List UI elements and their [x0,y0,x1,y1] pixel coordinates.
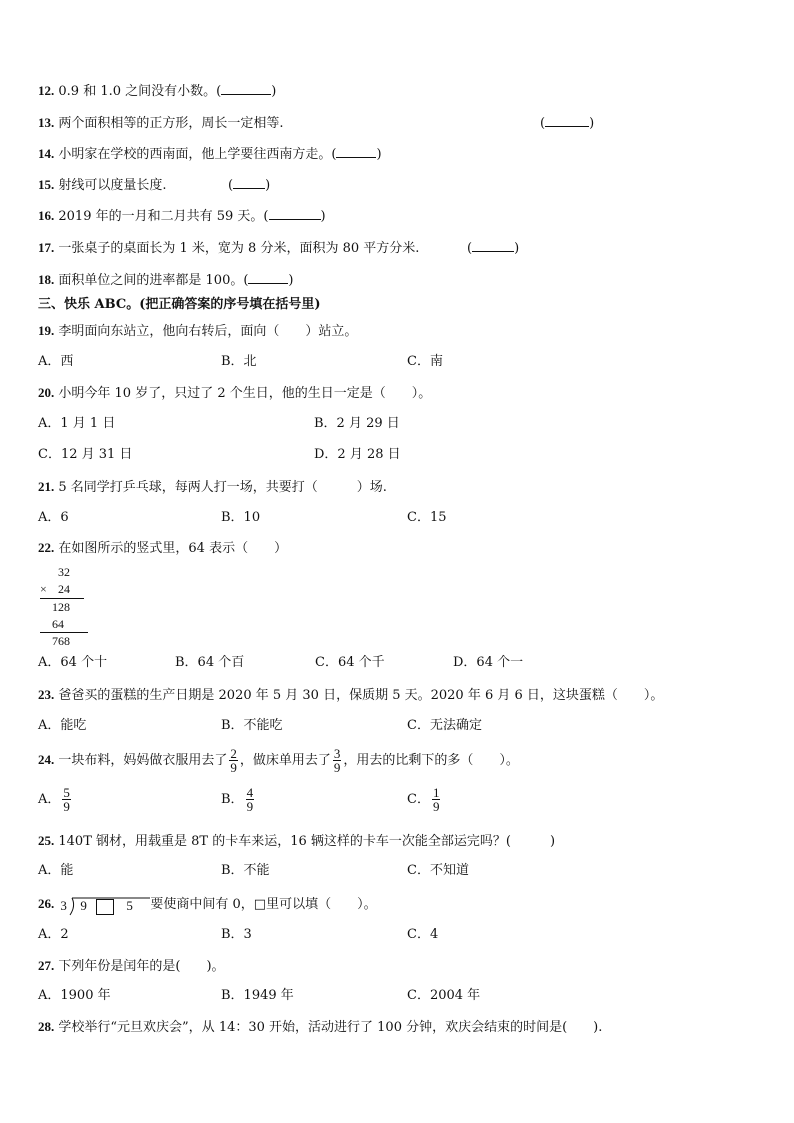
option-label: B． [221,792,244,807]
answer-blank[interactable] [233,177,265,189]
question-number: 15. [38,177,55,192]
question-26 [38,893,377,916]
question-23 [38,687,663,704]
question-12 [38,83,276,100]
question-24 [38,745,519,776]
times-sign: × [40,582,47,596]
denominator: 9 [246,799,254,814]
option-b[interactable]: B．不能 [221,863,270,878]
question-17 [38,240,419,257]
option-c[interactable]: C．12 月 31 日 [38,447,133,462]
option-a[interactable]: A．64 个十 [38,655,108,670]
close-paren: ) [288,273,294,288]
fraction [229,747,238,774]
fraction [432,786,441,813]
numerator: 4 [246,785,254,800]
divisor: 3 [60,897,67,913]
option-b[interactable]: B．1949 年 [221,988,294,1003]
blank-box[interactable] [96,899,114,915]
option-b[interactable]: B．64 个百 [175,655,245,670]
partial-product-2: 64 [52,617,64,631]
option-c[interactable]: C．2004 年 [407,988,481,1003]
question-15-answer [228,177,270,194]
question-text: 两个面积相等的正方形，周长一定相等. [58,116,284,131]
answer-blank[interactable] [336,146,376,158]
multiplicand: 32 [58,565,70,579]
question-number: 28. [38,1019,55,1034]
divider-line [40,632,88,633]
question-number: 17. [38,240,55,255]
option-d[interactable]: D．2 月 28 日 [314,447,401,462]
question-text: 0.9 和 1.0 之间没有小数。( [58,84,222,99]
option-d[interactable]: D．64 个一 [453,655,524,670]
option-c[interactable]: C．南 [407,354,443,369]
question-number: 13. [38,115,55,130]
close-paren: ) [271,84,277,99]
question-text: 140T 钢材，用载重是 8T 的卡车来运，16 辆这样的卡车一次能全部运完吗？( ) [58,834,556,849]
option-c[interactable]: C．4 [407,927,439,942]
close-paren: ) [265,178,271,193]
question-21 [38,479,387,496]
question-number: 19. [38,323,55,338]
option-a[interactable]: A．能吃 [38,718,87,733]
option-c[interactable]: C．无法确定 [407,718,482,733]
close-paren: ) [376,147,382,162]
question-number: 27. [38,958,55,973]
denominator: 9 [63,799,70,814]
option-b[interactable]: B．北 [221,354,257,369]
question-text: 小明家在学校的西南面，他上学要往西南方走。( [58,147,337,162]
question-number: 18. [38,272,55,287]
fraction [246,786,255,813]
close-paren: ) [514,241,520,256]
question-text: ，做床单用去了 [239,753,331,768]
question-number: 14. [38,146,55,161]
answer-blank[interactable] [269,208,321,220]
question-19 [38,323,357,340]
long-division [58,896,150,914]
denominator: 9 [333,760,341,775]
open-paren: ( [540,116,546,131]
product: 768 [52,634,70,648]
question-number: 25. [38,833,55,848]
partial-product-1: 128 [52,600,70,614]
question-25 [38,833,555,850]
option-c[interactable]: C．不知道 [407,863,469,878]
option-c[interactable] [407,785,442,815]
question-28 [38,1019,602,1036]
open-paren: ( [228,178,234,193]
dividend-digit: 5 [126,897,133,913]
option-label: A． [38,792,61,807]
question-text: 5 名同学打乒乓球，每两人打一场，共要打（ ）场. [58,480,387,495]
question-16 [38,208,326,225]
vertical-multiplication [38,565,98,650]
option-b[interactable]: B．不能吃 [221,718,283,733]
dividend-digit: 9 [80,897,87,913]
question-text: 要使商中间有 0，□里可以填（ ）。 [150,897,377,912]
question-text: 下列年份是闰年的是( )。 [58,959,225,974]
close-paren: ) [320,209,326,224]
question-13 [38,115,284,132]
option-a[interactable] [38,785,73,815]
answer-blank[interactable] [472,240,514,252]
fraction [333,747,342,774]
fraction [62,786,71,813]
section-title: 三、快乐 ABC。(把正确答案的序号填在括号里) [38,297,321,312]
option-b[interactable]: B．3 [221,927,252,942]
question-number: 16. [38,208,55,223]
multiplier: 24 [58,582,70,596]
question-14 [38,146,382,163]
question-18 [38,272,294,289]
option-a[interactable]: A．6 [38,510,69,525]
question-text: 爸爸买的蛋糕的生产日期是 2020 年 5 月 30 日，保质期 5 天。2020 年 6 月 6 日，这块蛋糕（ ）。 [58,688,664,703]
question-text: 射线可以度量长度. [58,178,167,193]
option-a[interactable]: A．1 月 1 日 [38,416,116,431]
question-13-answer [540,115,594,132]
denominator: 9 [230,760,237,775]
option-b[interactable] [221,785,256,815]
question-27 [38,958,225,975]
denominator: 9 [432,799,440,814]
question-20 [38,385,431,402]
question-text: 一块布料，妈妈做衣服用去了 [58,753,228,768]
question-number: 23. [38,687,55,702]
option-a[interactable]: A．2 [38,927,69,942]
answer-blank[interactable] [221,83,271,95]
answer-blank[interactable] [248,272,288,284]
option-label: C． [407,792,430,807]
question-15 [38,177,167,194]
question-text: 李明面向东站立，他向右转后，面向（ ）站立。 [58,324,358,339]
question-number: 22. [38,540,55,555]
divider-line [40,598,84,599]
numerator: 3 [333,746,341,761]
option-c[interactable]: C．64 个千 [315,655,385,670]
question-number: 21. [38,479,55,494]
option-a[interactable]: A．能 [38,863,74,878]
question-number: 12. [38,83,55,98]
question-17-answer [467,240,519,257]
numerator: 2 [230,746,237,761]
question-text: ，用去的比剩下的多（ ）。 [343,753,519,768]
question-22 [38,540,287,557]
question-text: 在如图所示的竖式里，64 表示（ ） [58,541,288,556]
option-a[interactable]: A．1900 年 [38,988,111,1003]
option-b[interactable]: B．10 [221,510,261,525]
option-a[interactable]: A．西 [38,354,74,369]
question-number: 24. [38,752,55,767]
open-paren: ( [467,241,473,256]
question-number: 26. [38,896,55,911]
question-text: 学校举行“元旦欢庆会”，从 14：30 开始，活动进行了 100 分钟，欢庆会结束的时间是( ). [58,1020,603,1035]
answer-blank[interactable] [545,115,589,127]
option-b[interactable]: B．2 月 29 日 [314,416,400,431]
numerator: 5 [63,785,70,800]
close-paren: ) [589,116,595,131]
option-c[interactable]: C．15 [407,510,447,525]
question-number: 20. [38,385,55,400]
numerator: 1 [432,785,440,800]
question-text: 面积单位之间的进率都是 100。( [58,273,249,288]
question-text: 一张桌子的桌面长为 1 米，宽为 8 分米，面积为 80 平方分米. [58,241,420,256]
question-text: 2019 年的一月和二月共有 59 天。( [58,209,269,224]
question-text: 小明今年 10 岁了，只过了 2 个生日，他的生日一定是（ ）。 [58,386,432,401]
